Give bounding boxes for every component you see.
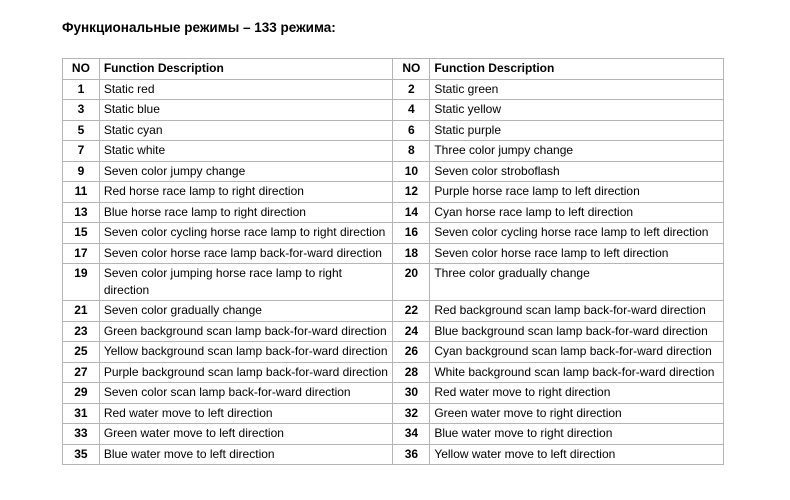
right-desc-cell: Green water move to right direction [430,403,724,424]
right-desc-cell: White background scan lamp back-for-ward direction [430,362,724,383]
left-no-cell: 25 [63,342,100,363]
header-desc-left: Function Description [99,59,393,80]
left-no-cell: 21 [63,301,100,322]
table-row [63,383,724,404]
right-desc-cell: Static yellow [430,100,724,121]
right-desc-cell: Static green [430,79,724,100]
table-row [63,182,724,203]
table-body [63,79,724,465]
table-row [63,403,724,424]
function-modes-table [62,58,724,465]
table-row [63,243,724,264]
left-desc-cell: Seven color horse race lamp back-for-ward direction [99,243,393,264]
right-desc-cell: Three color jumpy change [430,141,724,162]
left-desc-cell: Seven color gradually change [99,301,393,322]
table-row [63,321,724,342]
left-desc-cell: Yellow background scan lamp back-for-ward direction [99,342,393,363]
table-row [63,301,724,322]
left-no-cell: 7 [63,141,100,162]
left-desc-cell: Static cyan [99,120,393,141]
right-desc-cell: Blue background scan lamp back-for-ward direction [430,321,724,342]
left-desc-cell: Red horse race lamp to right direction [99,182,393,203]
right-no-cell: 28 [393,362,430,383]
right-no-cell: 16 [393,223,430,244]
left-desc-cell: Static red [99,79,393,100]
table-row [63,100,724,121]
left-no-cell: 27 [63,362,100,383]
left-no-cell: 17 [63,243,100,264]
right-no-cell: 8 [393,141,430,162]
left-desc-cell: Red water move to left direction [99,403,393,424]
left-desc-cell: Blue horse race lamp to right direction [99,202,393,223]
right-no-cell: 20 [393,264,430,301]
right-desc-cell: Static purple [430,120,724,141]
left-desc-cell: Green water move to left direction [99,424,393,445]
right-desc-cell: Red background scan lamp back-for-ward direction [430,301,724,322]
table-row [63,342,724,363]
left-desc-cell: Green background scan lamp back-for-ward direction [99,321,393,342]
left-no-cell: 31 [63,403,100,424]
right-no-cell: 2 [393,79,430,100]
left-no-cell: 33 [63,424,100,445]
right-no-cell: 10 [393,161,430,182]
right-no-cell: 12 [393,182,430,203]
left-desc-cell: Seven color jumping horse race lamp to right direction [99,264,393,301]
right-desc-cell: Seven color horse race lamp to left direction [430,243,724,264]
right-no-cell: 18 [393,243,430,264]
left-desc-cell: Seven color jumpy change [99,161,393,182]
right-desc-cell: Purple horse race lamp to left direction [430,182,724,203]
left-desc-cell: Seven color cycling horse race lamp to right direction [99,223,393,244]
right-desc-cell: Yellow water move to left direction [430,444,724,465]
table-row [63,362,724,383]
right-no-cell: 32 [393,403,430,424]
right-no-cell: 4 [393,100,430,121]
left-desc-cell: Blue water move to left direction [99,444,393,465]
table-row [63,120,724,141]
right-no-cell: 34 [393,424,430,445]
table-header-row [63,59,724,80]
left-no-cell: 3 [63,100,100,121]
right-desc-cell: Seven color stroboflash [430,161,724,182]
table-row [63,161,724,182]
right-desc-cell: Three color gradually change [430,264,724,301]
left-no-cell: 15 [63,223,100,244]
right-no-cell: 14 [393,202,430,223]
right-desc-cell: Seven color cycling horse race lamp to left direction [430,223,724,244]
left-no-cell: 29 [63,383,100,404]
left-desc-cell: Purple background scan lamp back-for-ward direction [99,362,393,383]
right-desc-cell: Blue water move to right direction [430,424,724,445]
left-desc-cell: Static white [99,141,393,162]
left-desc-cell: Static blue [99,100,393,121]
table-row [63,141,724,162]
right-no-cell: 24 [393,321,430,342]
table-row [63,223,724,244]
left-no-cell: 11 [63,182,100,203]
left-desc-cell: Seven color scan lamp back-for-ward direction [99,383,393,404]
right-desc-cell: Cyan background scan lamp back-for-ward direction [430,342,724,363]
right-no-cell: 22 [393,301,430,322]
header-desc-right: Function Description [430,59,724,80]
right-desc-cell: Red water move to right direction [430,383,724,404]
right-no-cell: 30 [393,383,430,404]
page-title: Функциональные режимы – 133 режима: [62,20,336,35]
right-no-cell: 26 [393,342,430,363]
table-row [63,202,724,223]
table-row [63,79,724,100]
left-no-cell: 19 [63,264,100,301]
left-no-cell: 9 [63,161,100,182]
table-row [63,424,724,445]
right-desc-cell: Cyan horse race lamp to left direction [430,202,724,223]
left-no-cell: 13 [63,202,100,223]
left-no-cell: 5 [63,120,100,141]
right-no-cell: 6 [393,120,430,141]
header-no-left: NO [63,59,100,80]
right-no-cell: 36 [393,444,430,465]
header-no-right: NO [393,59,430,80]
left-no-cell: 35 [63,444,100,465]
left-no-cell: 23 [63,321,100,342]
table-row [63,264,724,301]
table-row [63,444,724,465]
left-no-cell: 1 [63,79,100,100]
